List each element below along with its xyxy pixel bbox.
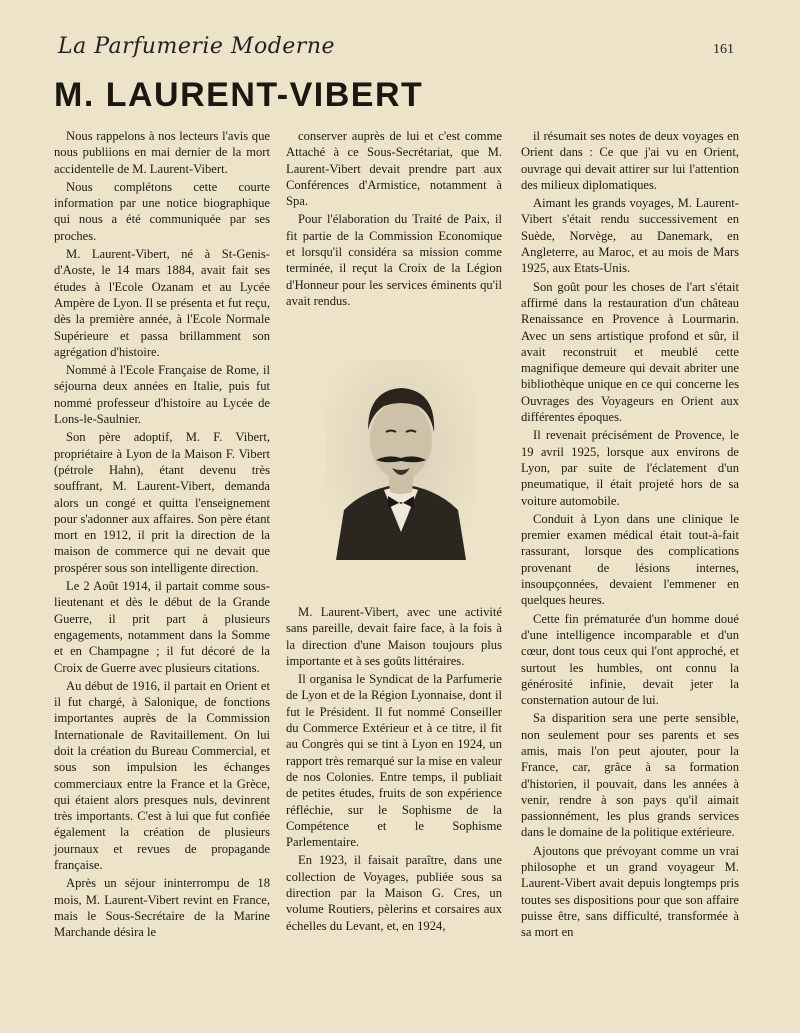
paragraph: Nous rappelons à nos lecteurs l'avis que nous publiions en mai dernier de la mort accidentelle de M. Laurent-Vibert.	[54, 129, 270, 176]
column-3	[521, 128, 739, 943]
paragraph: Sa disparition sera une perte sensible, non seulement pour ses parents et ses amis, mais l'on peut ajouter, pour la France, car, grâce à sa formation d'historien, il pouvait, dans les années à venir, rendre à son pays qu'il aimait passionnément, les plus grands services dans le domaine de la politique extérieure.	[521, 711, 739, 840]
paragraph: Au début de 1916, il partait en Orient et il fut chargé, à Salonique, de fonctions importantes auprès de la Commission Internationale de Ravitaillement. On lui doit la création du Bureau Commercial, et sous son impulsion les échanges commerciaux entre la France et la Grèce, qui étaient alors presques nuls, devinrent très importants. C'est à lui que fut confiée également la création de plusieurs journaux et revues de propagande française.	[54, 678, 270, 873]
article-title: M. LAURENT-VIBERT	[54, 76, 424, 114]
paragraph: Le 2 Août 1914, il partait comme sous-lieutenant et dès le début de la Grande Guerre, il prit part à plusieurs engagements, notamment dans la Somme et en Champagne ; il fut décoré de la Croix de Guerre avec plusieurs citations.	[54, 579, 270, 675]
portrait-photo	[326, 360, 476, 560]
paragraph: Il revenait précisément de Provence, le 19 avril 1925, lorsque aux environs de Lyon, par suite de l'éclatement d'un pneumatique, il était projeté hors de sa voiture automobile.	[521, 428, 739, 508]
paragraph: Pour l'élaboration du Traité de Paix, il fit partie de la Commission Economique et lorsqu'il considéra sa mission comme terminée, il reçut la Croix de la Légion d'Honneur pour les services éminents qu'il avait rendus.	[286, 212, 502, 308]
paragraph: Aimant les grands voyages, M. Laurent-Vibert s'était rendu successivement en Suède, Norvège, au Danemark, en Angleterre, au Maroc, et au mois de Mars 1925, aux Etats-Unis.	[521, 196, 739, 276]
paragraph: conserver auprès de lui et c'est comme Attaché à ce Sous-Secrétariat, que M. Laurent-Vibert devait prendre part aux Conférences d'Armistice, notamment à Spa.	[286, 129, 502, 209]
paragraph: Cette fin prématurée d'un homme doué d'une intelligence incomparable et d'un cœur, dont tous ceux qui l'ont approché, et surtout les humbles, ont connu la générosité infinie, devait jeter la consternation autour de lui.	[521, 611, 739, 708]
column-1	[54, 128, 270, 943]
paragraph: Il organisa le Syndicat de la Parfumerie de Lyon et de la Région Lyonnaise, dont il fut le Président. Il fut nommé Conseiller du Commerce Extérieur et à ce titre, il fit au Congrès qui se tint à Lyon en 1924, un rapport très remarqué sur la mise en valeur de nos Colonies. Entre temps, il publiait de petites études, fruits de son expérience réfléchie, sur le Sophisme de la Compétence et le Sophisme Parlementaire.	[286, 672, 502, 850]
paragraph: il résumait ses notes de deux voyages en Orient dans : Ce que j'ai vu en Orient, ouvrage qui devait attirer sur lui l'attention des milieux diplomatiques.	[521, 129, 739, 192]
paragraph: Après un séjour ininterrompu de 18 mois, M. Laurent-Vibert revint en France, mais le Sous-Secrétaire de la Marine Marchande désira le	[54, 876, 270, 940]
paragraph: En 1923, il faisait paraître, dans une collection de Voyages, publiée sous sa direction par la Maison G. Cres, un volume Routiers, pèlerins et corsaires aux échelles du Levant, et, en 1924,	[286, 853, 502, 933]
paragraph: Conduit à Lyon dans une clinique le premier examen médical était tout-à-fait rassurant, lorsque des complications provenant de lésions internes, insoupçonnées, devaient l'emmener en quelques heures.	[521, 511, 739, 608]
paragraph: M. Laurent-Vibert, avec une activité sans pareille, devait faire face, à la fois à la direction d'une Maison toujours plus importante et à ses goûts littéraires.	[286, 605, 502, 668]
running-head: La Parfumerie Moderne	[58, 34, 336, 59]
paragraph: Nous complétons cette courte information par une notice biographique qui nous a été communiquée par ses proches.	[54, 179, 270, 243]
paragraph: M. Laurent-Vibert, né à St-Genis-d'Aoste, le 14 mars 1884, avait fait ses études à l'Ecole Ozanam et au Lycée Ampère de Lyon. Il se présenta et fut reçu, dès la première année, à l'Ecole Normale Supérieure et passa brillamment son agrégation d'histoire.	[54, 247, 270, 359]
paragraph: Nommé à l'Ecole Française de Rome, il séjourna deux années en Italie, puis fut nommé professeur d'histoire au Lycée de Lons-le-Saulnier.	[54, 363, 270, 427]
page-number: 161	[713, 42, 734, 57]
column-2-bottom	[286, 604, 502, 936]
column-2-top	[286, 128, 502, 311]
paragraph: Ajoutons que prévoyant comme un vrai philosophe et un grand voyageur M. Laurent-Vibert avait depuis longtemps pris toutes ses dispositions pour que son affaire puisse être, sans difficulté, transformée à sa mort en	[521, 843, 739, 940]
paragraph: Son goût pour les choses de l'art s'était affirmé dans la restauration d'un château Renaissance en Provence à Lourmarin. Avec un sens artistique profond et sûr, il avait reconstruit et meublé cette magnifique demeure qui devait abriter une bibliothèque unique en ce qui concerne les Ouvrages des Voyageurs en Orient aux différentes époques.	[521, 279, 739, 425]
paragraph: Son père adoptif, M. F. Vibert, propriétaire à Lyon de la Maison F. Vibert (pétrole Hahn), étant devenu très souffrant, M. Laurent-Vibert, demanda alors un congé et quitta l'enseignement pour s'adonner aux affaires. Son père étant mort en 1912, il prit la direction de la maison de commerce qui ne devait que prospérer sous son intelligente direction.	[54, 430, 270, 575]
